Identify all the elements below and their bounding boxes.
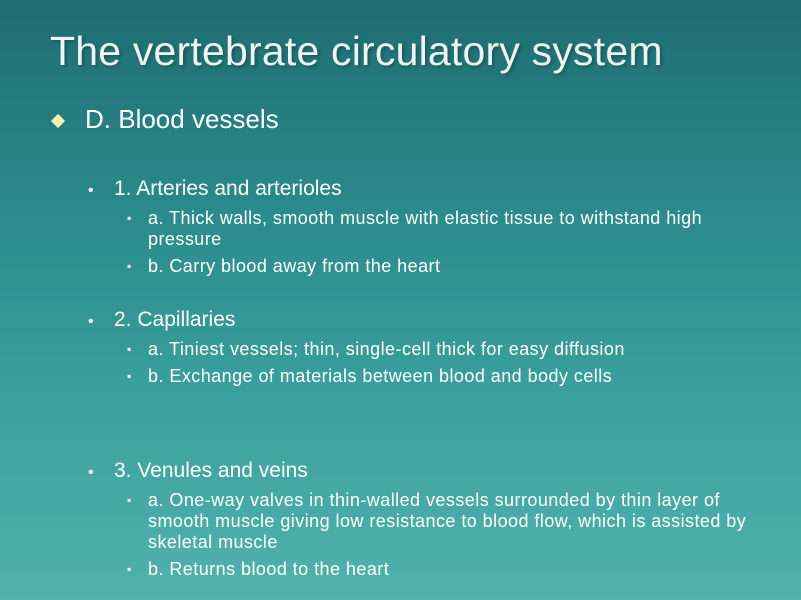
sub-item [127,208,768,250]
sub-item-text: a. Thick walls, smooth muscle with elastic tissue to withstand high pressure [148,208,703,249]
diamond-bullet-icon [51,113,65,127]
section-arteries [88,177,768,277]
slide-title: The vertebrate circulatory system [50,28,663,74]
small-bullet-icon: ▪ [127,342,132,356]
section-heading [88,459,768,485]
section-label: 2. Capillaries [114,308,236,331]
sub-item-text: a. One-way valves in thin-walled vessels surrounded by thin layer of smooth muscle giving low resistance to blood flow, which is assisted by skeletal muscle [148,490,747,552]
sub-list [88,490,768,580]
sub-item-text: b. Returns blood to the heart [148,559,390,579]
section-capillaries [88,308,768,387]
heading-text: D. Blood vessels [85,104,279,134]
sub-item-text: a. Tiniest vessels; thin, single-cell thick for easy diffusion [148,339,625,359]
section-veins [88,459,768,580]
sub-item [127,559,768,580]
sub-item [127,490,768,553]
sub-item [127,339,768,360]
sub-list [88,208,768,277]
section-heading [88,308,768,334]
section-heading [88,177,768,203]
small-bullet-icon: ▪ [127,493,132,507]
round-bullet-icon: • [88,464,94,481]
round-bullet-icon: • [88,182,94,199]
sub-item [127,366,768,387]
small-bullet-icon: ▪ [127,369,132,383]
sub-item-text: b. Exchange of materials between blood and body cells [148,366,613,386]
sub-item [127,256,768,277]
sub-list [88,339,768,387]
sub-item-text: b. Carry blood away from the heart [148,256,441,276]
section-label: 3. Venules and veins [114,459,308,482]
heading-row [53,104,279,135]
round-bullet-icon: • [88,313,94,330]
small-bullet-icon: ▪ [127,211,132,225]
small-bullet-icon: ▪ [127,562,132,576]
small-bullet-icon: ▪ [127,259,132,273]
section-label: 1. Arteries and arterioles [114,177,342,200]
